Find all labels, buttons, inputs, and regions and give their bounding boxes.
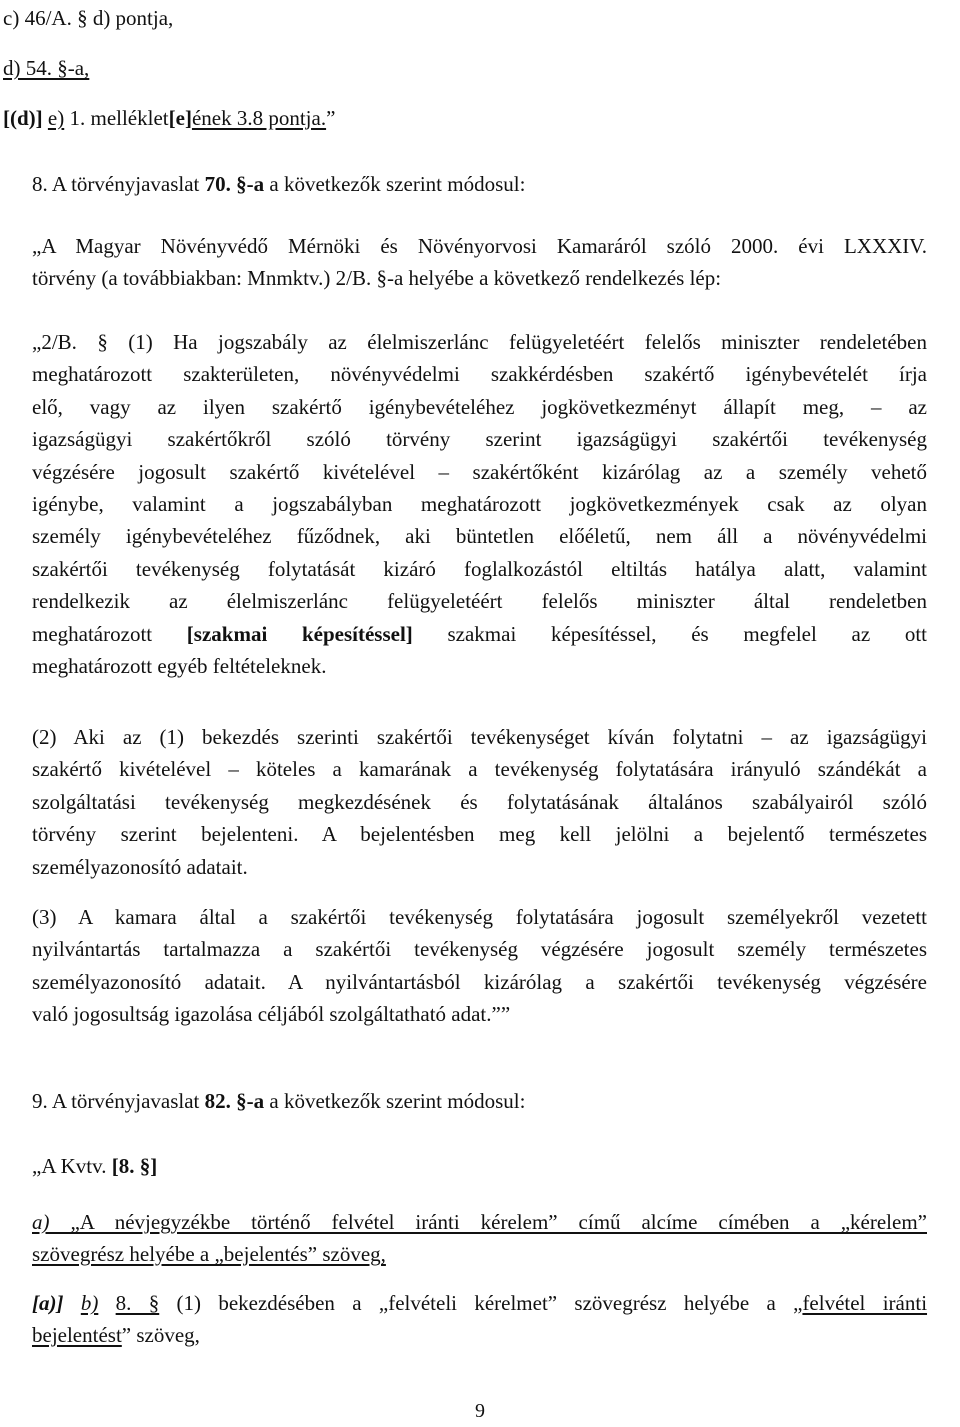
amendment-b-inserted-1: felvétel iránti: [802, 1291, 928, 1315]
list-item-e-text-1: 1. melléklet: [69, 106, 169, 130]
deleted-marker-d: [(d)]: [3, 106, 43, 130]
item-8-intro: [32, 168, 525, 200]
paragraph-1-line-10-a: meghatározott: [32, 621, 187, 646]
paragraph-1-line-10-b: szakmai képesítéssel, és megfelel az ott: [412, 621, 927, 646]
amendment-b-section: 8. §: [115, 1291, 160, 1315]
paragraph-2-line: személyazonosító adatait.: [32, 854, 248, 879]
closing-quote: ”: [326, 106, 336, 130]
paragraph-3-line: való jogosultság igazolása céljából szolgáltatható adat.””: [32, 1002, 511, 1027]
paragraph-3-line: nyilvántartás tartalmazza a szakértői tevékenység végzésére jogosult személy természetes: [32, 937, 927, 962]
paragraph-1-line: rendelkezik az élelmiszerlánc felügyeletéért felelős miniszter által rendeletben: [32, 589, 927, 614]
paragraph-1-last-line: meghatározott egyéb feltételeknek.: [32, 653, 327, 678]
inserted-marker-e: e): [47, 106, 65, 130]
kvtv-text: „A Kvtv.: [32, 1154, 112, 1178]
list-item-d-text: d) 54. §-a,: [3, 56, 90, 80]
paragraph-2-line: szakértő kivételével – köteles a kamarának a tevékenység folytatására irányuló szándékát a: [32, 757, 927, 782]
kvtv-reference: [32, 1150, 157, 1182]
paragraph-3-line: személyazonosító adatait. A nyilvántartásból kizárólag a szakértői tevékenység végzésére: [32, 969, 927, 994]
paragraph-1-line: szakértői tevékenység folytatását kizáró foglalkozástól eltiltás hatálya alatt, valamint: [32, 556, 927, 581]
paragraph-1-line: személy igénybevételéhez fűződnek, aki büntetlen előéletű, nem áll a növényvédelmi: [32, 524, 927, 549]
amendment-b-text: (1) bekezdésében a „felvételi kérelmet” szövegrész helyébe a „: [159, 1291, 803, 1315]
amendment-a-text: „A névjegyzékbe történő felvétel iránti kérelem” című alcíme címében a „kérelem”: [49, 1210, 927, 1234]
paragraph-2-line: törvény szerint bejelenteni. A bejelentésben meg kell jelölni a bejelentő természetes: [32, 822, 927, 847]
paragraph-1-line: elő, vagy az ilyen szakértő igénybevételéhez jogkövetkezményt állapít meg, – az: [32, 394, 927, 419]
list-item-c-text: c) 46/A. § d) pontja,: [3, 6, 174, 30]
paragraph-2: [32, 721, 927, 883]
item-9-intro-tail: a következők szerint módosul:: [264, 1089, 526, 1113]
amendment-b-tail: ” szöveg,: [121, 1323, 200, 1347]
paragraph-3-line: (3) A kamara által a szakértői tevékenység folytatására jogosult személyekről vezetett: [32, 905, 927, 929]
list-item-d: [3, 52, 89, 84]
amendment-a-label: a): [32, 1210, 50, 1234]
paragraph-1-line-10: [32, 618, 927, 650]
paragraph-1-line: igénybe, valamint a jogszabályban meghatározott jogkövetkezmények csak az olyan: [32, 491, 927, 516]
list-item-e-text-2: ének 3.8 pontja.: [191, 106, 327, 130]
list-item-c: [3, 2, 173, 34]
paragraph-1-line: igazságügyi szakértőkről szóló törvény szerint igazságügyi szakértői tevékenység: [32, 427, 927, 452]
amendment-a-line-1: [32, 1206, 927, 1238]
paragraph-3: [32, 901, 927, 1031]
item-9-intro: [32, 1085, 525, 1117]
paragraph-1-line: végzésére jogosult szakértő kivételével – szakértőként kizárólag az a személy vehető: [32, 459, 927, 484]
item-8-intro-text: 8. A törvényjavaslat: [32, 172, 205, 196]
amendment-b-line-2: [32, 1319, 200, 1351]
paragraph-1-line: meghatározott szakterületen, növényvédelmi szakkérdésben szakértő igénybevételét írja: [32, 362, 927, 387]
amendment-b-line-1: [32, 1287, 927, 1319]
deleted-section-ref: [8. §]: [111, 1154, 158, 1178]
paragraph-1-line: „2/B. § (1) Ha jogszabály az élelmiszerlánc felügyeletéért felelős miniszter rendeletében: [32, 330, 927, 354]
amendment-b-label: b): [80, 1291, 99, 1315]
page-number: 9: [475, 1400, 485, 1422]
deleted-suffix-e: [e]: [168, 106, 192, 130]
paragraph-2-line: szolgáltatási tevékenység megkezdésének és folytatásának általános szabályairól szóló: [32, 789, 927, 814]
item-9-intro-text: 9. A törvényjavaslat: [32, 1089, 205, 1113]
paragraph-2-line: (2) Aki az (1) bekezdés szerinti szakértői tevékenységet kíván folytatni – az igazságügyi: [32, 725, 927, 749]
amendment-b-inserted-2: bejelentést: [32, 1323, 122, 1347]
item-8-quote-line-1: „A Magyar Növényvédő Mérnöki és Növényorvosi Kamaráról szóló 2000. évi LXXXIV.: [32, 234, 927, 258]
paragraph-1: [32, 326, 927, 682]
amendment-a-line-2: szövegrész helyébe a „bejelentés” szöveg,: [32, 1242, 386, 1266]
item-8-section-ref: 70. §-a: [204, 172, 265, 196]
deleted-text-szakmai-kepesitessel: [szakmai képesítéssel]: [186, 621, 413, 646]
list-item-e: [3, 102, 335, 134]
item-8-quote-line-2: törvény (a továbbiakban: Mnmktv.) 2/B. §-a helyébe a következő rendelkezés lép:: [32, 266, 722, 290]
item-8-intro-tail: a következők szerint módosul:: [264, 172, 526, 196]
item-9-section-ref: 82. §-a: [204, 1089, 265, 1113]
deleted-marker-a: [a)]: [32, 1291, 64, 1315]
